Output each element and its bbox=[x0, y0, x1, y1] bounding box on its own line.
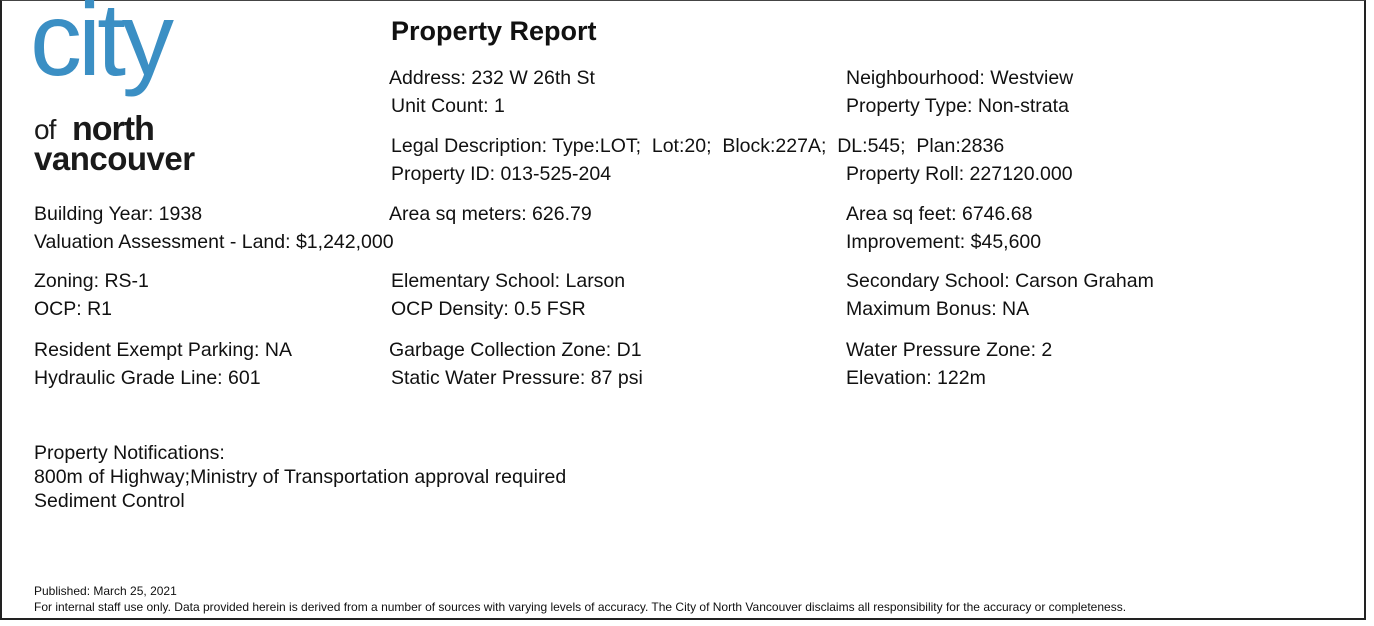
logo-of-text: of bbox=[34, 114, 56, 145]
property-roll: Property Roll: 227120.000 bbox=[846, 163, 1073, 185]
ocp: OCP: R1 bbox=[34, 298, 113, 320]
logo-north-text: north bbox=[72, 110, 154, 148]
elementary-school: Elementary School: Larson bbox=[391, 270, 626, 292]
hydraulic-grade-line: Hydraulic Grade Line: 601 bbox=[34, 367, 261, 389]
resident-exempt-parking: Resident Exempt Parking: NA bbox=[34, 339, 292, 361]
ocp-density: OCP Density: 0.5 FSR bbox=[391, 298, 586, 320]
notification-item: 800m of Highway;Ministry of Transportation approval required bbox=[34, 466, 567, 488]
unit-count: Unit Count: 1 bbox=[391, 95, 505, 117]
published-date: Published: March 25, 2021 bbox=[34, 584, 177, 598]
neighbourhood: Neighbourhood: Westview bbox=[846, 67, 1074, 89]
page-title: Property Report bbox=[391, 16, 597, 46]
notifications-label: Property Notifications: bbox=[34, 442, 225, 464]
notification-item: Sediment Control bbox=[34, 490, 185, 512]
valuation-land: Valuation Assessment - Land: $1,242,000 bbox=[34, 231, 394, 253]
garbage-collection-zone: Garbage Collection Zone: D1 bbox=[389, 339, 642, 361]
improvement: Improvement: $45,600 bbox=[846, 231, 1042, 253]
building-year: Building Year: 1938 bbox=[34, 203, 203, 225]
static-water-pressure: Static Water Pressure: 87 psi bbox=[391, 367, 643, 389]
zoning: Zoning: RS-1 bbox=[34, 270, 149, 292]
legal-description: Legal Description: Type:LOT; Lot:20; Block:227A; DL:545; Plan:2836 bbox=[391, 135, 1005, 157]
city-logo bbox=[30, 0, 250, 177]
property-type: Property Type: Non-strata bbox=[846, 95, 1069, 117]
logo-city-text: city bbox=[30, 0, 170, 98]
address: Address: 232 W 26th St bbox=[389, 67, 595, 89]
maximum-bonus: Maximum Bonus: NA bbox=[846, 298, 1030, 320]
property-id: Property ID: 013-525-204 bbox=[391, 163, 612, 185]
area-sq-meters: Area sq meters: 626.79 bbox=[389, 203, 592, 225]
disclaimer-text: For internal staff use only. Data provided herein is derived from a number of sources with varying levels of accuracy. The City of North Vancouver disclaims all responsibility for the accuracy or completeness. bbox=[34, 600, 1127, 614]
secondary-school: Secondary School: Carson Graham bbox=[846, 270, 1154, 292]
area-sq-feet: Area sq feet: 6746.68 bbox=[846, 203, 1033, 225]
water-pressure-zone: Water Pressure Zone: 2 bbox=[846, 339, 1053, 361]
logo-vancouver-text: vancouver bbox=[34, 140, 195, 177]
elevation: Elevation: 122m bbox=[846, 367, 986, 389]
